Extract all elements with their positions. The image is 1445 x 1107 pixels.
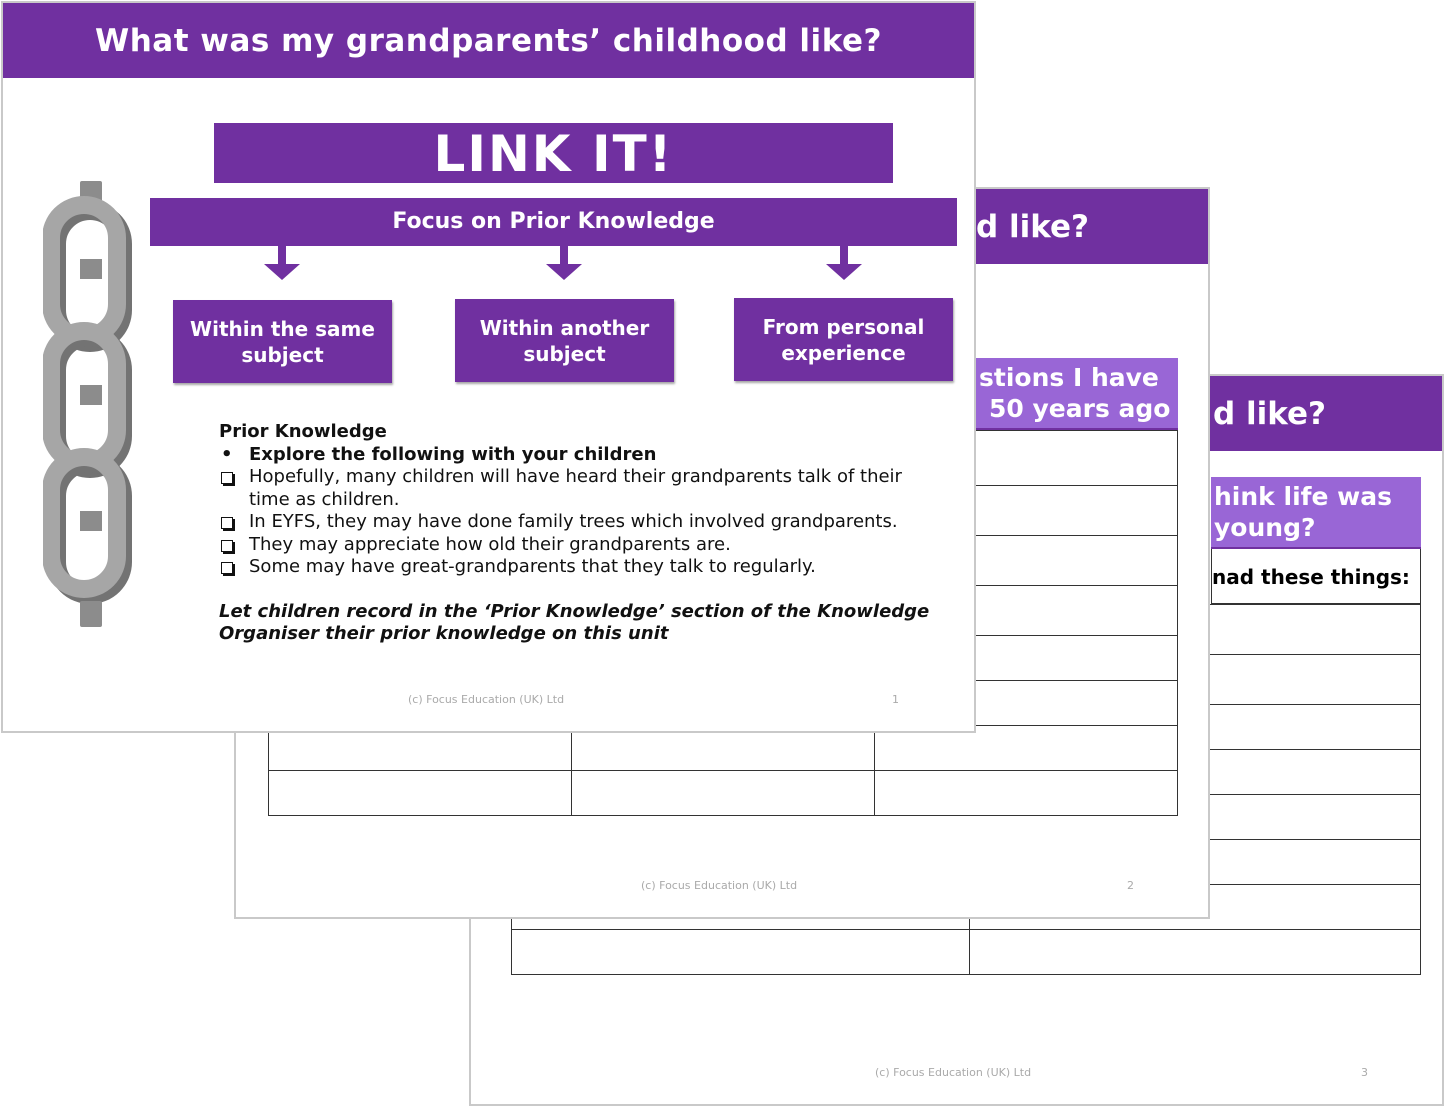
list-item [219,534,939,557]
slide-3-page-number: 3 [1361,1066,1368,1079]
box-same-subject [173,300,392,383]
box-line: From personal [762,314,925,339]
slide-1-footer: (c) Focus Education (UK) Ltd [408,693,565,706]
slide-2-footer: (c) Focus Education (UK) Ltd [641,879,798,892]
slide-3-had-things-cell [1211,549,1421,604]
slide-2-question-line-1: stions I have [979,363,1159,392]
box-line: Within the same [190,316,375,341]
list-item-text: Explore the following with your children [249,443,657,465]
slide-1-page-number: 1 [892,693,899,706]
box-line: Within another [479,315,650,340]
link-it-banner: LINK IT! [214,123,893,183]
list-item-text: They may appreciate how old their grandparents are. [249,533,731,555]
slide-2-question-line-2: 50 years ago [989,394,1171,423]
list-item [219,511,939,534]
list-item-text: Some may have great-grandparents that they talk to regularly. [249,556,816,577]
slide-2-question-cell [976,358,1178,430]
list-item-text: In EYFS, they may have done family trees which involved grandparents. [249,511,898,532]
slide-1-header [3,3,974,78]
prior-knowledge-heading: Prior Knowledge [219,421,387,442]
arrow-down-icon [275,246,289,280]
bullet-marker: • [221,443,233,465]
list-item-text: Hopefully, many children will have heard their grandparents talk of their time as children. [249,466,902,510]
checkbox-icon [221,466,241,491]
slide-2-page-number: 2 [1127,879,1134,892]
slide-3-had-things-text: nad these things: [1212,565,1410,589]
list-item [219,556,939,579]
slide-1-title: What was my grandparents’ childhood like? [95,23,882,59]
box-line: experience [781,340,906,365]
checkbox-icon [221,534,241,559]
chain-link-icon [43,181,139,631]
slide-3-question-cell [1211,477,1421,549]
box-line: subject [241,342,324,367]
prior-knowledge-section [219,421,939,646]
box-another-subject [455,299,674,382]
slide-3-question-line-1: hink life was [1214,482,1393,511]
list-item [219,466,939,511]
slide-3-footer: (c) Focus Education (UK) Ltd [875,1066,1032,1079]
box-personal-experience [734,298,953,381]
checkbox-icon [221,556,241,581]
arrow-down-icon [557,246,571,280]
prior-knowledge-list [219,444,939,579]
slide-3-question-line-2: young? [1214,513,1316,542]
slide-3-header-text: d like? [1213,396,1327,432]
checkbox-icon [221,511,241,536]
focus-banner: Focus on Prior Knowledge [150,198,957,246]
list-item [219,444,939,467]
arrow-down-icon [837,246,851,280]
box-line: subject [523,341,606,366]
slide-2-header-text: d like? [976,209,1090,245]
slide-1 [1,1,976,733]
instruction-note: Let children record in the ‘Prior Knowledge’ section of the Knowledge Organiser their prior knowledge on this unit [219,600,930,644]
